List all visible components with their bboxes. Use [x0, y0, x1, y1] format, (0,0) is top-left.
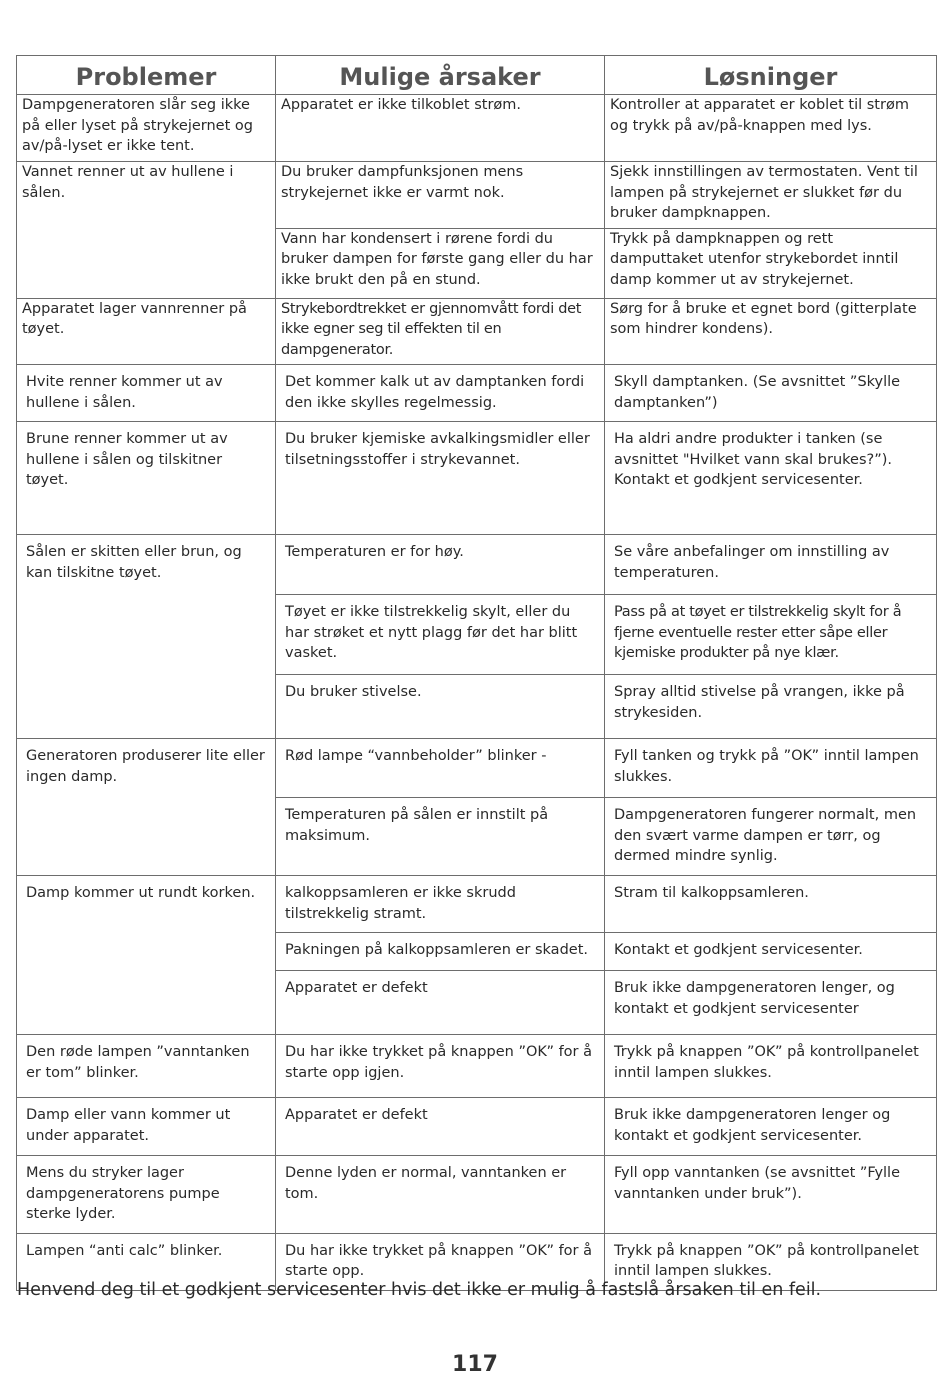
table-row	[17, 1035, 937, 1098]
cause-cell: kalkoppsamleren er ikke skrudd tilstrekkelig stramt.	[276, 876, 605, 933]
troubleshooting-sheet	[16, 55, 936, 1291]
problem-cell: Dampgeneratoren slår seg ikke på eller lyset på strykejernet og av/på-lyset er ikke tent.	[17, 95, 276, 162]
solution-cell: Trykk på dampknappen og rett damputtaket utenfor strykebordet inntil damp kommer ut av strykejernet.	[605, 228, 937, 298]
header-solutions: Løsninger	[605, 56, 937, 95]
table-row	[17, 739, 937, 798]
cause-cell: Strykebordtrekket er gjennomvått fordi det ikke egner seg til effekten til en dampgenerator.	[276, 298, 605, 365]
cause-cell: Temperaturen er for høy.	[276, 535, 605, 595]
table-row	[17, 365, 937, 422]
problem-cell: Damp kommer ut rundt korken.	[17, 876, 276, 1035]
table-row	[17, 535, 937, 595]
problem-cell: Apparatet lager vannrenner på tøyet.	[17, 298, 276, 365]
cause-cell: Apparatet er defekt	[276, 1098, 605, 1156]
solution-cell: Skyll damptanken. (Se avsnittet ”Skylle damptanken”)	[605, 365, 937, 422]
cause-cell: Temperaturen på sålen er innstilt på maksimum.	[276, 798, 605, 876]
page-number: 117	[452, 1352, 498, 1377]
cause-cell: Tøyet er ikke tilstrekkelig skylt, eller du har strøket et nytt plagg før det har blitt vasket.	[276, 595, 605, 675]
cause-cell: Du bruker kjemiske avkalkingsmidler eller tilsetningsstoffer i strykevannet.	[276, 422, 605, 535]
solution-cell: Fyll tanken og trykk på ”OK” inntil lampen slukkes.	[605, 739, 937, 798]
cause-cell: Du bruker stivelse.	[276, 675, 605, 739]
cause-cell: Apparatet er defekt	[276, 971, 605, 1035]
problem-cell: Hvite renner kommer ut av hullene i sålen.	[17, 365, 276, 422]
solution-cell: Ha aldri andre produkter i tanken (se avsnittet "Hvilket vann skal brukes?”). Kontakt et godkjent servicesenter.	[605, 422, 937, 535]
problem-cell: Den røde lampen ”vanntanken er tom” blinker.	[17, 1035, 276, 1098]
solution-cell: Sørg for å bruke et egnet bord (gitterplate som hindrer kondens).	[605, 298, 937, 365]
solution-cell: Kontakt et godkjent servicesenter.	[605, 933, 937, 971]
solution-cell: Pass på at tøyet er tilstrekkelig skylt for å fjerne eventuelle rester etter såpe eller kjemiske produkter på nye klær.	[605, 595, 937, 675]
solution-cell: Dampgeneratoren fungerer normalt, men den svært varme dampen er tørr, og dermed mindre synlig.	[605, 798, 937, 876]
problem-cell: Vannet renner ut av hullene i sålen.	[17, 162, 276, 299]
table-row	[17, 298, 937, 365]
solution-cell: Kontroller at apparatet er koblet til strøm og trykk på av/på-knappen med lys.	[605, 95, 937, 162]
cause-cell: Du har ikke trykket på knappen ”OK” for å starte opp igjen.	[276, 1035, 605, 1098]
solution-cell: Stram til kalkoppsamleren.	[605, 876, 937, 933]
solution-cell: Fyll opp vanntanken (se avsnittet ”Fylle vanntanken under bruk”).	[605, 1156, 937, 1234]
problem-cell: Brune renner kommer ut av hullene i sålen og tilskitner tøyet.	[17, 422, 276, 535]
problem-cell: Sålen er skitten eller brun, og kan tilskitne tøyet.	[17, 535, 276, 739]
table-row	[17, 422, 937, 535]
problem-cell: Damp eller vann kommer ut under apparatet.	[17, 1098, 276, 1156]
cause-cell: Apparatet er ikke tilkoblet strøm.	[276, 95, 605, 162]
solution-cell: Sjekk innstillingen av termostaten. Vent til lampen på strykejernet er slukket før du bruker dampknappen.	[605, 162, 937, 229]
solution-cell: Trykk på knappen ”OK” på kontrollpanelet inntil lampen slukkes.	[605, 1233, 937, 1290]
cause-cell: Du har ikke trykket på knappen ”OK” for å starte opp.	[276, 1233, 605, 1290]
table-row	[17, 95, 937, 162]
solution-cell: Spray alltid stivelse på vrangen, ikke på strykesiden.	[605, 675, 937, 739]
problem-cell: Mens du stryker lager dampgeneratorens pumpe sterke lyder.	[17, 1156, 276, 1234]
table-row	[17, 1156, 937, 1234]
cause-cell: Du bruker dampfunksjonen mens strykejernet ikke er varmt nok.	[276, 162, 605, 229]
solution-cell: Trykk på knappen ”OK” på kontrollpanelet inntil lampen slukkes.	[605, 1035, 937, 1098]
cause-cell: Det kommer kalk ut av damptanken fordi den ikke skylles regelmessig.	[276, 365, 605, 422]
table-row	[17, 1098, 937, 1156]
cause-cell: Denne lyden er normal, vanntanken er tom.	[276, 1156, 605, 1234]
header-problems: Problemer	[17, 56, 276, 95]
table-row	[17, 876, 937, 933]
cause-cell: Rød lampe “vannbeholder” blinker -	[276, 739, 605, 798]
cause-cell: Vann har kondensert i rørene fordi du bruker dampen for første gang eller du har ikke brukt den på en stund.	[276, 228, 605, 298]
solution-cell: Se våre anbefalinger om innstilling av temperaturen.	[605, 535, 937, 595]
table-header-row	[17, 56, 937, 95]
cause-cell: Pakningen på kalkoppsamleren er skadet.	[276, 933, 605, 971]
footer-note: Henvend deg til et godkjent servicesenter hvis det ikke er mulig å fastslå årsaken til en feil.	[17, 1280, 822, 1300]
problem-cell: Generatoren produserer lite eller ingen damp.	[17, 739, 276, 876]
troubleshooting-table	[16, 55, 937, 1291]
header-causes: Mulige årsaker	[276, 56, 605, 95]
problem-cell: Lampen “anti calc” blinker.	[17, 1233, 276, 1290]
solution-cell: Bruk ikke dampgeneratoren lenger, og kontakt et godkjent servicesenter	[605, 971, 937, 1035]
solution-cell: Bruk ikke dampgeneratoren lenger og kontakt et godkjent servicesenter.	[605, 1098, 937, 1156]
table-row	[17, 162, 937, 229]
